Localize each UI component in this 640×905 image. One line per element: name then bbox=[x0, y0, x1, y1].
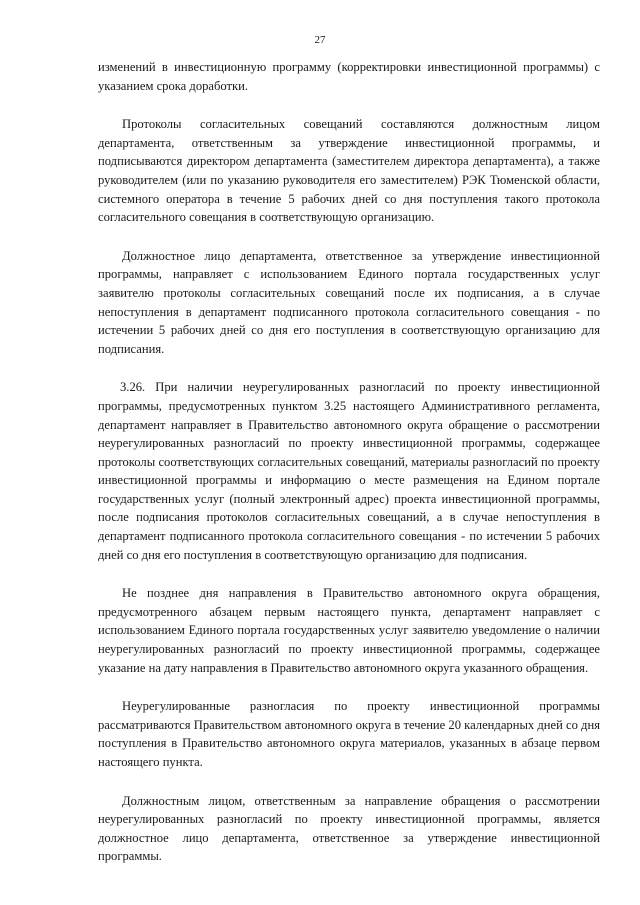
paragraph-review-period: Неурегулированные разногласия по проекту инвестиционной программы рассматриваются Правительством автономного округа в течение 20 календарных дней со дня поступления в Правительство автономного округа материалов, указанных в абзаце первом настоящего пункта. bbox=[98, 699, 600, 769]
document-body bbox=[98, 58, 600, 886]
paragraph-notification: Не позднее дня направления в Правительство автономного округа обращения, предусмотренного абзацем первым настоящего пункта, департамент направляет с использованием Единого портала государственных услуг заявителю уведомление о наличии неурегулированных разногласий по проекту инвестиционной программы, содержащее указание на дату направления в Правительство автономного округа указанного обращения. bbox=[98, 586, 600, 675]
paragraph-clause-3-26: 3.26. При наличии неурегулированных разногласий по проекту инвестиционной программы, предусмотренных пунктом 3.25 настоящего Административного регламента, департамент направляет в Правительство автономного округа обращение о рассмотрении неурегулированных разногласий по проекту инвестиционной программы, содержащее протоколы соответствующих согласительных совещаний, материалы разногласий по проекту инвестиционной программы и информацию о месте размещения на Едином портале государственных услуг (полный электронный адрес) проекта инвестиционной программы, после подписания протоколов согласительных совещаний, а в случае непоступления в департамент подписанного протокола согласительного совещания - по истечении 5 рабочих дней со дня его поступления в соответствующую организацию для подписания. bbox=[98, 380, 600, 562]
paragraph-responsible-official: Должностным лицом, ответственным за направление обращения о рассмотрении неурегулированных разногласий по проекту инвестиционной программы, является должностное лицо департамента, ответственное за утверждение инвестиционной программы. bbox=[98, 793, 600, 864]
paragraph-protocols-signing: Протоколы согласительных совещаний составляются должностным лицом департамента, ответственным за утверждение инвестиционной программы, и подписываются директором департамента (заместителем директора департамента), а также руководителем (или по указанию руководителя его заместителем) РЭК Тюменской области, системного оператора в течение 5 рабочих дней со дня поступления такого протокола согласительного совещания в соответствующую организацию. bbox=[98, 117, 600, 225]
paragraph-protocols-sending: Должностное лицо департамента, ответственное за утверждение инвестиционной программы, направляет с использованием Единого портала государственных услуг заявителю протоколы согласительных совещаний после их подписания, а в случае непоступления в департамент подписанного протокола согласительного совещания - по истечении 5 рабочих дней со дня его поступления в соответствующую организацию для подписания. bbox=[98, 248, 600, 356]
paragraph-continuation: изменений в инвестиционную программу (корректировки инвестиционной программы) с указанием срока доработки. bbox=[98, 60, 600, 93]
page-number: 27 bbox=[314, 34, 326, 46]
